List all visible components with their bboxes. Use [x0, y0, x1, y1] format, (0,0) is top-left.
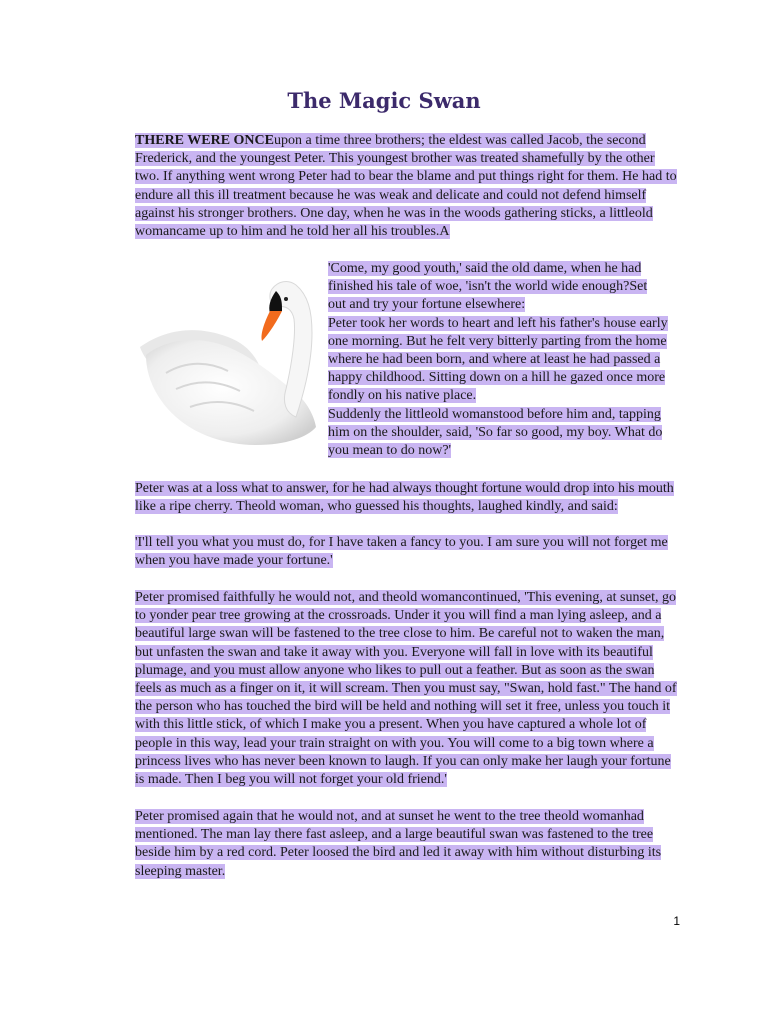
paragraph-ripe-cherry	[135, 480, 680, 516]
paragraph-sunset-text: Peter promised again that he would not, and at sunset he went to the tree theold womanhad mentioned. The man lay there fast asleep, and a large beautiful swan was fastened to the tree beside him by a red cord. Peter loosed the bird and led it away with him without disturbing its sleeping master.	[135, 809, 662, 879]
swan-image	[136, 277, 326, 449]
intro-text: upon a time three brothers; the eldest was called Jacob, the second Frederick, and the youngest Peter. This youngest brother was treated shamefully by the other two. If anything went wrong Peter had to bear the blame and put things right for them. He had to endure all this ill treatment because he was weak and delicate and could not defend himself against his stronger brothers. One day, when he was in the woods gathering sticks, a littleold womancame up to him and he told her all his troubles.A	[135, 133, 677, 240]
intro-bold-text: THERE WERE ONCE	[135, 133, 274, 148]
paragraph-fancy	[135, 534, 680, 570]
paragraph-fancy-text: 'I'll tell you what you must do, for I have taken a fancy to you. I am sure you will not forget me when you have made your fortune.'	[135, 535, 668, 569]
paragraph-sunset	[135, 808, 680, 881]
paragraph-beside-image	[328, 260, 668, 460]
paragraph-instructions	[135, 589, 680, 789]
paragraph-instructions-text: Peter promised faithfully he would not, and theold womancontinued, 'This evening, at sunset, go to yonder pear tree growing at the crossroads. Under it you will find a man lying asleep, and a beautiful large swan will be fastened to the tree close to him. Be careful not to waken the man, but unfasten the swan and take it away with you. Everyone will fall in love with its beautiful plumage, and you must allow anyone who likes to pull out a feather. But as soon as the swan feels as much as a finger on it, it will scream. Then you must say, "Swan, hold fast." The hand of the person who has touched the bird will be held and nothing will set it free, unless you touch it with this little stick, of which I make you a present. When you have captured a whole lot of people in this way, lead your train straight on with you. You will come to a big town where a princess lives who has never been known to laugh. If you can only make her laugh your fortune is made. Then I beg you will not forget your old friend.'	[135, 590, 677, 788]
page-title: The Magic Swan	[287, 88, 481, 113]
paragraph-intro	[135, 132, 680, 241]
paragraph-old-dame: 'Come, my good youth,' said the old dame, when he had finished his tale of woe, 'isn't the world wide enough?Set out and try your fortune elsewhere:	[328, 261, 648, 313]
paragraph-old-woman-returns: Suddenly the littleold womanstood before him and, tapping him on the shoulder, said, 'So far so good, my boy. What do you mean to do now?'	[328, 406, 663, 459]
paragraph-leaving-home: Peter took her words to heart and left his father's house early one morning. But he felt very bitterly parting from the home where he had been born, and where at least he had passed a happy childhood. Sitting down on a hill he gazed once more fondly on his native place.	[328, 315, 668, 404]
page-number: 1	[673, 914, 680, 928]
paragraph-ripe-cherry-text: Peter was at a loss what to answer, for he had always thought fortune would drop into his mouth like a ripe cherry. Theold woman, who guessed his thoughts, laughed kindly, and said:	[135, 481, 674, 515]
